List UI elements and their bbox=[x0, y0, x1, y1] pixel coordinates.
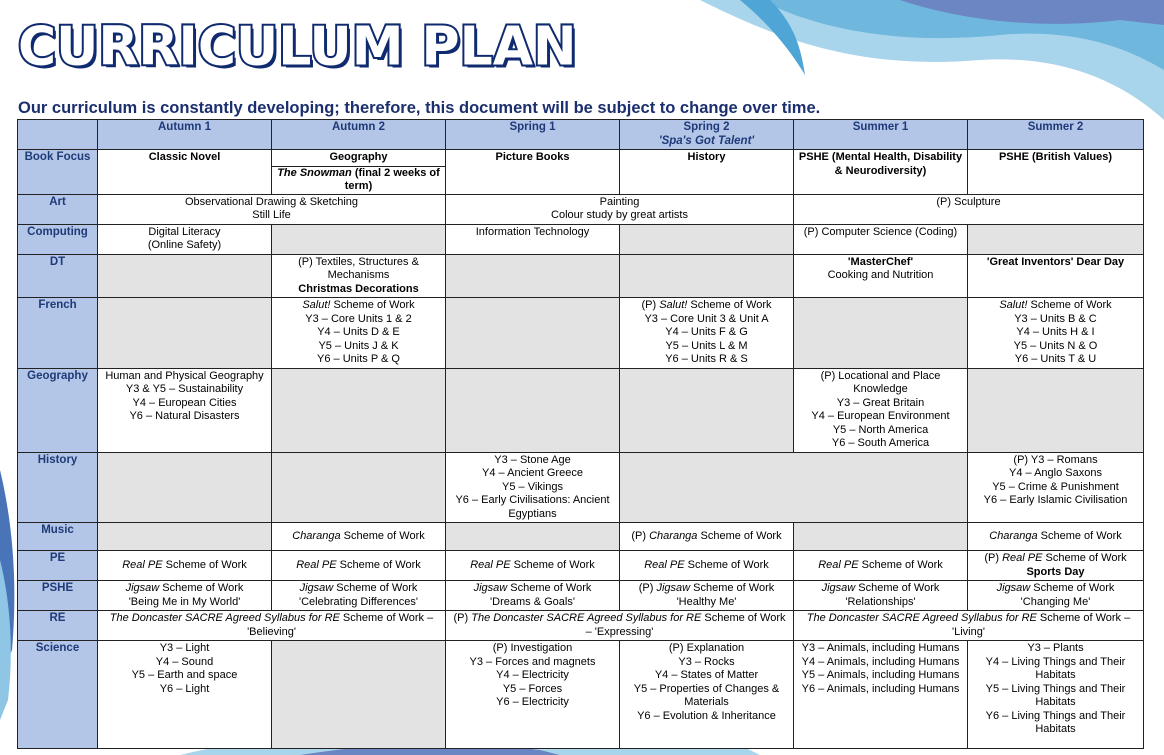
term-header-summer1: Summer 1 bbox=[794, 120, 968, 150]
cell: (P) Computer Science (Coding) bbox=[794, 224, 968, 254]
cell: Real PE Scheme of Work bbox=[272, 551, 446, 581]
cell: Charanga Scheme of Work bbox=[968, 523, 1144, 551]
empty-cell bbox=[98, 523, 272, 551]
empty-cell bbox=[968, 224, 1144, 254]
term-header-spring1: Spring 1 bbox=[446, 120, 620, 150]
table-row bbox=[18, 298, 1144, 369]
cell: Jigsaw Scheme of Work 'Changing Me' bbox=[968, 581, 1144, 611]
cell: Y3 – Animals, including Humans Y4 – Animals, including Humans Y5 – Animals, including Humans Y6 – Animals, including Humans bbox=[794, 641, 968, 749]
cell: Salut! Scheme of Work Y3 – Units B & C Y4 – Units H & I Y5 – Units N & O Y6 – Units T & U bbox=[968, 298, 1144, 369]
cell: (P) Textiles, Structures & Mechanisms Christmas Decorations bbox=[272, 254, 446, 298]
cell: Digital Literacy (Online Safety) bbox=[98, 224, 272, 254]
table-header-row bbox=[18, 120, 1144, 150]
cell: Information Technology bbox=[446, 224, 620, 254]
table-row bbox=[18, 150, 1144, 195]
cell: Real PE Scheme of Work bbox=[446, 551, 620, 581]
empty-cell bbox=[98, 298, 272, 369]
cell: Human and Physical Geography Y3 & Y5 – Sustainability Y4 – European Cities Y6 – Natural Disasters bbox=[98, 368, 272, 452]
cell: PSHE (British Values) bbox=[968, 150, 1144, 195]
empty-cell bbox=[272, 368, 446, 452]
empty-cell bbox=[620, 224, 794, 254]
term-header-autumn1: Autumn 1 bbox=[98, 120, 272, 150]
cell: Picture Books bbox=[446, 150, 620, 195]
empty-cell bbox=[620, 368, 794, 452]
cell: (P) Jigsaw Scheme of Work 'Healthy Me' bbox=[620, 581, 794, 611]
table-row bbox=[18, 641, 1144, 749]
empty-cell bbox=[446, 298, 620, 369]
cell: Real PE Scheme of Work bbox=[794, 551, 968, 581]
table-row bbox=[18, 452, 1144, 523]
empty-cell bbox=[620, 452, 968, 523]
cell: Real PE Scheme of Work bbox=[620, 551, 794, 581]
empty-cell bbox=[446, 254, 620, 298]
cell: Classic Novel bbox=[98, 150, 272, 195]
row-label-computing: Computing bbox=[18, 224, 98, 254]
cell: Geography The Snowman (final 2 weeks of term) bbox=[272, 150, 446, 195]
term-header-autumn2: Autumn 2 bbox=[272, 120, 446, 150]
cell: (P) Charanga Scheme of Work bbox=[620, 523, 794, 551]
row-label-science: Science bbox=[18, 641, 98, 749]
empty-cell bbox=[794, 523, 968, 551]
cell: History bbox=[620, 150, 794, 195]
cell: Salut! Scheme of Work Y3 – Core Units 1 & 2 Y4 – Units D & E Y5 – Units J & K Y6 – Units P & Q bbox=[272, 298, 446, 369]
cell: (P) Real PE Scheme of Work Sports Day bbox=[968, 551, 1144, 581]
row-label-history: History bbox=[18, 452, 98, 523]
cell: Y3 – Stone Age Y4 – Ancient Greece Y5 – Vikings Y6 – Early Civilisations: Ancient Egyptians bbox=[446, 452, 620, 523]
cell: (P) Sculpture bbox=[794, 194, 1144, 224]
cell: (P) Salut! Scheme of Work Y3 – Core Unit 3 & Unit A Y4 – Units F & G Y5 – Units L & M Y6 – Units R & S bbox=[620, 298, 794, 369]
cell: Jigsaw Scheme of Work 'Being Me in My World' bbox=[98, 581, 272, 611]
cell: 'MasterChef' Cooking and Nutrition bbox=[794, 254, 968, 298]
empty-cell bbox=[446, 523, 620, 551]
term-header-spring2: Spring 2 'Spa's Got Talent' bbox=[620, 120, 794, 150]
empty-cell bbox=[98, 254, 272, 298]
cell: (P) Explanation Y3 – Rocks Y4 – States of Matter Y5 – Properties of Changes & Materials Y6 – Evolution & Inheritance bbox=[620, 641, 794, 749]
row-label-music: Music bbox=[18, 523, 98, 551]
row-label-pe: PE bbox=[18, 551, 98, 581]
term-theme: 'Spa's Got Talent' bbox=[658, 134, 755, 147]
cell: Jigsaw Scheme of Work 'Relationships' bbox=[794, 581, 968, 611]
cell: The Doncaster SACRE Agreed Syllabus for RE Scheme of Work – 'Believing' bbox=[98, 611, 446, 641]
empty-cell bbox=[620, 254, 794, 298]
empty-cell bbox=[98, 452, 272, 523]
row-label-art: Art bbox=[18, 194, 98, 224]
cell: Real PE Scheme of Work bbox=[98, 551, 272, 581]
table-row bbox=[18, 551, 1144, 581]
table-row bbox=[18, 368, 1144, 452]
cell: (P) Locational and Place Knowledge Y3 – Great Britain Y4 – European Environment Y5 – North America Y6 – South America bbox=[794, 368, 968, 452]
empty-cell bbox=[446, 368, 620, 452]
empty-cell bbox=[272, 224, 446, 254]
row-label-dt: DT bbox=[18, 254, 98, 298]
row-label-geography: Geography bbox=[18, 368, 98, 452]
page-title: CURRICULUM PLAN bbox=[18, 16, 577, 78]
table-row bbox=[18, 224, 1144, 254]
empty-cell bbox=[968, 368, 1144, 452]
table-row bbox=[18, 611, 1144, 641]
page-subtitle: Our curriculum is constantly developing; therefore, this document will be subject to change over time. bbox=[18, 99, 821, 117]
cell: (P) Investigation Y3 – Forces and magnets Y4 – Electricity Y5 – Forces Y6 – Electricity bbox=[446, 641, 620, 749]
table-row bbox=[18, 581, 1144, 611]
row-label-pshe: PSHE bbox=[18, 581, 98, 611]
table-row bbox=[18, 194, 1144, 224]
curriculum-table bbox=[17, 119, 1144, 749]
table-row bbox=[18, 254, 1144, 298]
row-label-french: French bbox=[18, 298, 98, 369]
empty-cell bbox=[272, 641, 446, 749]
corner-cell bbox=[18, 120, 98, 150]
row-label-book-focus: Book Focus bbox=[18, 150, 98, 195]
row-label-re: RE bbox=[18, 611, 98, 641]
cell: Jigsaw Scheme of Work 'Celebrating Differences' bbox=[272, 581, 446, 611]
cell: (P) The Doncaster SACRE Agreed Syllabus for RE Scheme of Work – 'Expressing' bbox=[446, 611, 794, 641]
cell: The Doncaster SACRE Agreed Syllabus for RE Scheme of Work – 'Living' bbox=[794, 611, 1144, 641]
cell: 'Great Inventors' Dear Day bbox=[968, 254, 1144, 298]
cell: Painting Colour study by great artists bbox=[446, 194, 794, 224]
cell: Jigsaw Scheme of Work 'Dreams & Goals' bbox=[446, 581, 620, 611]
cell: PSHE (Mental Health, Disability & Neurodiversity) bbox=[794, 150, 968, 195]
cell: Y3 – Light Y4 – Sound Y5 – Earth and space Y6 – Light bbox=[98, 641, 272, 749]
cell: Observational Drawing & Sketching Still Life bbox=[98, 194, 446, 224]
empty-cell bbox=[272, 452, 446, 523]
term-header-summer2: Summer 2 bbox=[968, 120, 1144, 150]
table-row bbox=[18, 523, 1144, 551]
cell: (P) Y3 – Romans Y4 – Anglo Saxons Y5 – Crime & Punishment Y6 – Early Islamic Civilisation bbox=[968, 452, 1144, 523]
cell: Charanga Scheme of Work bbox=[272, 523, 446, 551]
empty-cell bbox=[794, 298, 968, 369]
cell: Y3 – Plants Y4 – Living Things and Their Habitats Y5 – Living Things and Their Habitats Y6 – Living Things and Their Habitats bbox=[968, 641, 1144, 749]
